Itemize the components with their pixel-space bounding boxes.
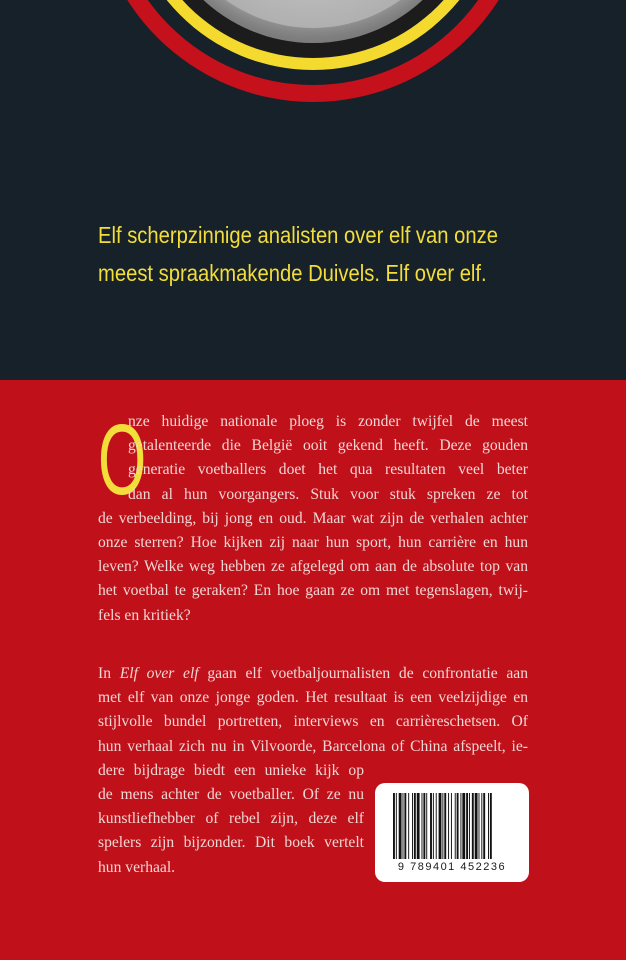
top-section	[0, 0, 626, 380]
intro-line: de verbeelding, bij jong en oud. Maar wat zijn de verhalen achter	[98, 509, 528, 527]
tagline-line-1: Elf scherpzinnige analisten over elf van onze	[98, 222, 498, 248]
intro-line: generatie voetballers doet het qua resultaten veel beter	[128, 461, 528, 479]
second-line: spelers zijn bijzonder. Dit boek vertelt	[98, 834, 364, 852]
second-line: hun verhaal.	[98, 858, 176, 876]
second-line: de mens achter de voetballer. Of ze nu	[98, 786, 364, 804]
tagline-line-2: meest spraakmakende Duivels. Elf over elf.	[98, 260, 487, 286]
second-line: met elf van onze jonge goden. Het resultaat is een veelzijdige en	[98, 689, 528, 707]
intro-line: onze sterren? Hoe kijken zij naar hun sport, hun carrière en hun	[98, 534, 528, 552]
intro-paragraph	[98, 404, 528, 628]
second-line: dere bijdrage biedt een unieke kijk op	[98, 761, 364, 779]
intro-line: fels en kritiek?	[98, 606, 191, 624]
book-title: Elf over elf	[119, 665, 199, 682]
second-line-prefix: In	[98, 665, 120, 682]
second-line-suffix: gaan elf voetbaljournalisten de confrontatie aan	[198, 665, 529, 682]
second-line: hun verhaal zich nu in Vilvoorde, Barcelona of China afspeelt, ie-	[98, 737, 528, 755]
barcode-label	[375, 783, 529, 882]
tagline	[98, 216, 502, 292]
intro-line: nze huidige nationale ploeg is zonder twijfel de meest	[128, 413, 528, 430]
second-line: stijlvolle bundel portretten, interviews en carrièreschetsen. Of	[98, 713, 528, 731]
intro-line: getalenteerde die België ooit gekend heeft. Deze gouden	[128, 437, 528, 455]
intro-line: leven? Welke weg hebben ze afgelegd om aan de absolute top van	[98, 558, 528, 576]
barcode-icon	[393, 793, 513, 859]
second-line	[98, 662, 528, 686]
drop-cap: O	[98, 404, 147, 516]
isbn-number: 9 789401 452236	[397, 861, 507, 873]
second-line: kunstliefhebber of rebel zijn, deze elf	[98, 810, 364, 828]
intro-line: het voetbal te geraken? En hoe gaan ze om met tegenslagen, twij-	[98, 582, 528, 600]
intro-line: dan al hun voorgangers. Stuk voor stuk spreken ze tot	[128, 485, 528, 503]
